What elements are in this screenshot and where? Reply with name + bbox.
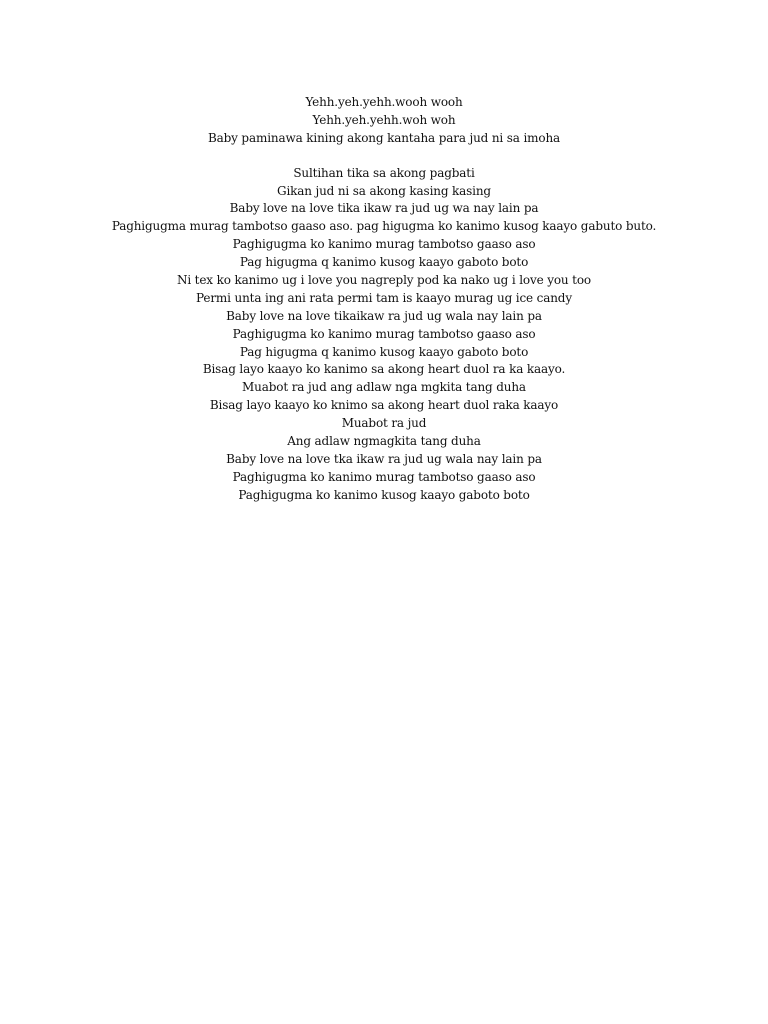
lyric-line: Paghigugma ko kanimo kusog kaayo gaboto boto: [238, 487, 530, 502]
lyric-line: Paghigugma ko kanimo murag tambotso gaaso aso: [232, 237, 536, 252]
lyric-line: Gikan jud ni sa akong kasing kasing: [277, 183, 491, 198]
lyric-line: Yehh.yeh.yehh.wooh wooh: [305, 95, 463, 109]
lyric-line: Pag higugma q kanimo kusog kaayo gaboto boto: [239, 255, 529, 270]
lyric-line: Muabot ra jud: [341, 416, 427, 431]
lyric-line: Paghigugma ko kanimo murag tambotso gaaso aso: [232, 469, 536, 484]
lyric-line: Bisag layo kaayo ko kanimo sa akong heart duol ra ka kaayo.: [202, 362, 566, 377]
stanza-intro: [0, 94, 768, 148]
lyric-line: Ang adlaw ngmagkita tang duha: [287, 434, 481, 449]
lyric-line: Paghigugma ko kanimo murag tambotso gaaso aso: [232, 326, 536, 341]
stanza-main: [0, 165, 768, 505]
lyric-line: Yehh.yeh.yehh.woh woh: [312, 112, 456, 127]
lyric-line: Baby love na love tika ikaw ra jud ug wa nay lain pa: [229, 201, 539, 216]
lyric-line: Permi unta ing ani rata permi tam is kaayo murag ug ice candy: [196, 290, 572, 305]
lyric-line: Baby love na love tka ikaw ra jud ug wala nay lain pa: [226, 451, 542, 466]
lyric-line: Bisag layo kaayo ko knimo sa akong heart duol raka kaayo: [209, 398, 559, 413]
lyric-line: Paghigugma murag tambotso gaaso aso. pag higugma ko kanimo kusog kaayo gabuto buto.: [111, 219, 657, 234]
lyric-line: Ni tex ko kanimo ug i love you nagreply pod ka nako ug i love you too: [176, 273, 592, 288]
lyric-line: Baby love na love tikaikaw ra jud ug wala nay lain pa: [226, 308, 542, 323]
stanza-gap: [0, 148, 768, 165]
lyrics-text: [0, 94, 768, 505]
lyric-line: Sultihan tika sa akong pagbati: [293, 165, 475, 180]
lyric-line: Pag higugma q kanimo kusog kaayo gaboto boto: [239, 344, 529, 359]
lyric-line: Muabot ra jud ang adlaw nga mgkita tang duha: [242, 380, 526, 395]
lyric-line: Baby paminawa kining akong kantaha para jud ni sa imoha: [207, 130, 561, 145]
